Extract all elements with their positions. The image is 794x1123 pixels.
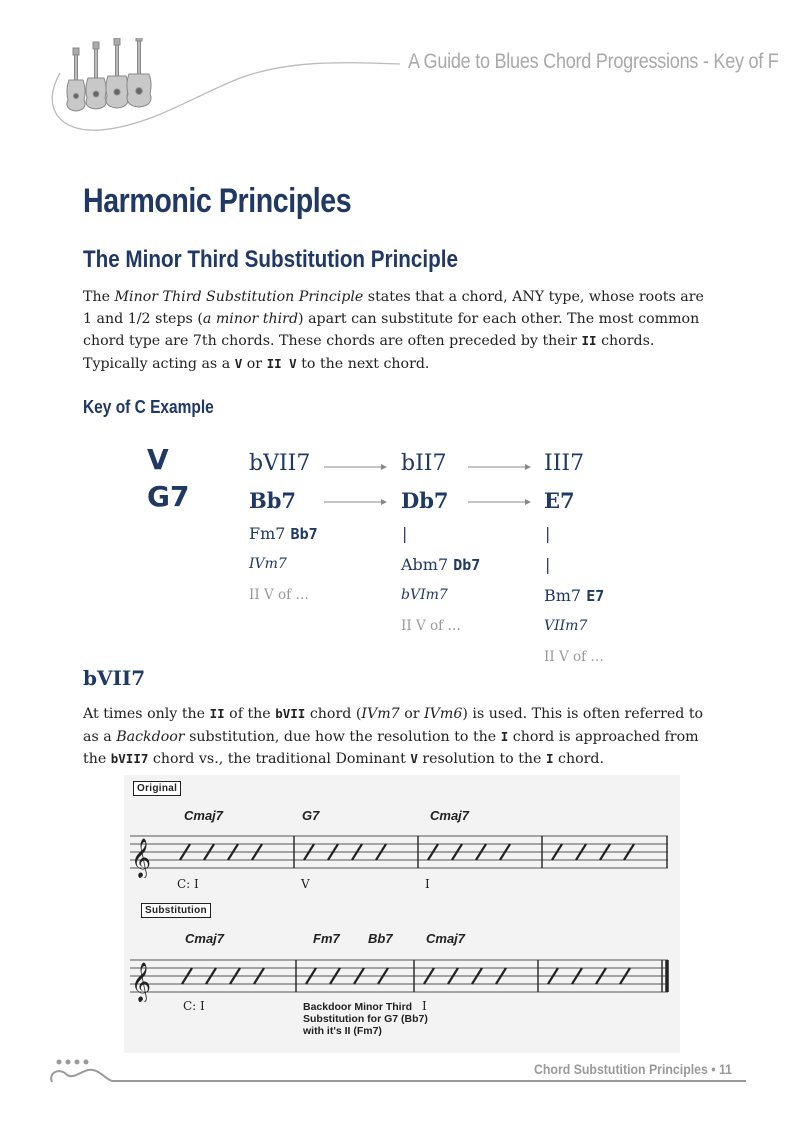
col3-roman: III7	[544, 451, 585, 476]
original-chord-2: G7	[302, 808, 320, 823]
col1-note: II V of …	[249, 587, 309, 603]
subsection-title: bVII7	[83, 666, 146, 690]
sub-analysis-2: I	[422, 999, 427, 1013]
col3-ii-v: Bm7 E7	[544, 586, 605, 605]
arrow-icons	[0, 0, 794, 520]
original-analysis-1: C: I	[177, 877, 199, 891]
section-title: The Minor Third Substitution Principle	[83, 246, 458, 273]
sub-chord-4: Cmaj7	[426, 931, 466, 946]
backdoor-annotation: Backdoor Minor Third Substitution for G7 (Bb7) with it's II (Fm7)	[303, 1001, 428, 1037]
substitution-staff	[130, 954, 675, 1002]
col3-note: II V of …	[544, 649, 604, 665]
sub-analysis-1: C: I	[183, 999, 205, 1013]
dominant-roman-label: V	[147, 443, 169, 476]
original-chord-3: Cmaj7	[430, 808, 470, 823]
substitution-label: Substitution	[141, 903, 211, 918]
col1-roman: bVII7	[249, 451, 311, 476]
col1-chord: Bb7	[249, 488, 297, 513]
original-staff	[130, 830, 675, 878]
col2-bar-1: |	[402, 524, 408, 543]
example-title: Key of C Example	[83, 397, 214, 417]
page-title: Harmonic Principles	[83, 182, 352, 220]
col3-chord: E7	[544, 488, 575, 513]
treble-clef-icon: 𝄞	[131, 838, 152, 878]
treble-clef-icon: 𝄞	[131, 962, 152, 1002]
backdoor-paragraph: At times only the II of the bVII chord (IVm7 or IVm6) is used. This is often referred to as a Backdoor substitution, due how the resolution to the I chord is approached from the bVII7 chord vs., the traditional Dominant V resolution to the I chord.	[83, 706, 704, 767]
col3-bar-1: |	[545, 524, 551, 543]
original-analysis-3: I	[425, 877, 430, 891]
sub-chord-3: Bb7	[368, 931, 393, 946]
col1-ii-v: Fm7 Bb7	[249, 524, 318, 543]
col2-ii-v: Abm7 Db7	[401, 555, 481, 574]
col1-function: IVm7	[249, 556, 287, 572]
col2-note: II V of …	[401, 618, 461, 634]
col2-function: bVIm7	[401, 587, 448, 603]
col2-roman: bII7	[401, 451, 447, 476]
intro-paragraph: The Minor Third Substitution Principle states that a chord, ANY type, whose roots are 1 and 1/2 steps (a minor third) apart can substitute for each other. The most common chord type are 7th chords. These chords are often preceded by their II chords. Typically acting as a V or II V to the next chord.	[83, 289, 704, 372]
running-title: A Guide to Blues Chord Progressions - Key of F	[408, 50, 779, 73]
dominant-chord-label: G7	[147, 480, 190, 513]
footer-text: Chord Substutition Principles • 11	[534, 1061, 733, 1077]
sub-chord-2: Fm7	[313, 931, 340, 946]
col2-chord: Db7	[401, 488, 449, 513]
sub-chord-1: Cmaj7	[185, 931, 225, 946]
original-label: Original	[133, 781, 181, 796]
original-analysis-2: V	[301, 877, 310, 891]
col3-bar-2: |	[545, 555, 551, 574]
col3-function: VIIm7	[544, 618, 588, 634]
original-chord-1: Cmaj7	[184, 808, 224, 823]
